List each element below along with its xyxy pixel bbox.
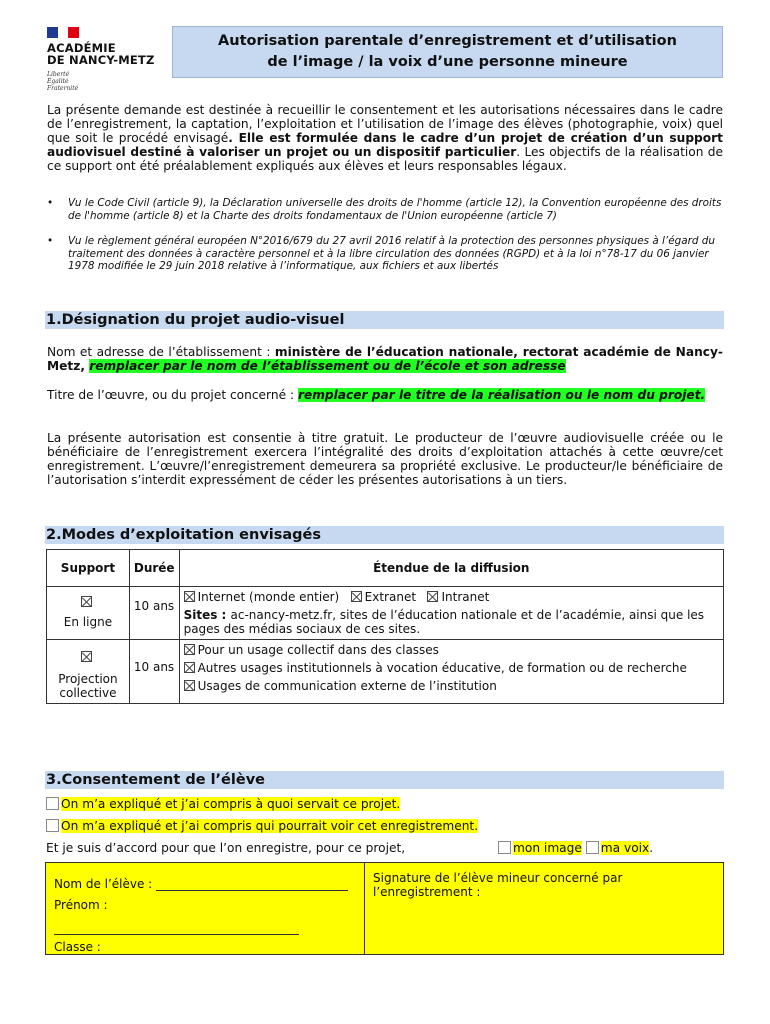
signature-cell[interactable] [365, 862, 724, 955]
bullet-dot-icon: • [47, 235, 54, 247]
option-extranet: Extranet [364, 590, 417, 604]
motto-3: Fraternité [47, 85, 79, 92]
support-cell-projection [47, 640, 130, 704]
checkbox-ma-voix[interactable] [586, 841, 599, 854]
bullet-text-2: Vu le règlement général européen N°2016/679 du 27 avril 2016 relatif à la protection des personnes physiques à l’égard du traitement des données à caractère personnel et à la libre circulation des données (RGPD) et à la loi n°78-17 du 06 janvier 1978 modifiée le 29 juin 2018 relative à l’informatique, aux fichiers et aux libertés [68, 235, 715, 272]
table-row [47, 587, 724, 640]
sites-label: Sites : [183, 608, 231, 622]
checked-box-icon[interactable] [184, 680, 195, 691]
etab-label: Nom et adresse de l’établissement : [47, 345, 275, 359]
etab-placeholder[interactable]: remplacer par le nom de l’établissement ou de l’école et son adresse [89, 359, 566, 373]
etab-value: ministère de l’éducation nationale, rectorat académie de Nancy-Metz, [47, 345, 723, 373]
checked-box-icon[interactable] [184, 644, 195, 655]
motto-1: Liberté [47, 71, 70, 78]
support-label: Projection collective [58, 672, 118, 700]
consent-check-2 [46, 818, 478, 834]
checked-box-icon[interactable] [351, 591, 362, 602]
duree-cell: 10 ans [129, 640, 179, 704]
support-cell-en-ligne [47, 587, 130, 640]
intro-end-text: . Les objectifs de la réalisation de ce support ont été préalablement expliqués aux élèves et leurs responsables légaux. [47, 145, 724, 173]
checked-box-icon[interactable] [184, 662, 195, 673]
checked-box-icon[interactable] [184, 591, 195, 602]
titre-field [47, 388, 723, 402]
bullet-text-1: Vu le Code Civil (article 9), la Déclaration universelle des droits de l'homme (article 12), la Convention européenne des droits de l'homme (article 8) et la Charte des droits fondamentaux de l'Union européenne (article 7) [68, 197, 722, 222]
intro-bold-text: . Elle est formulée dans le cadre d’un projet de création d’un support audiovisuel destiné à valoriser un projet ou un dispositif particulier [47, 131, 723, 159]
accord-line: Et je suis d’accord pour que l’on enregistre, pour ce projet, mon image ma voix. [46, 841, 654, 855]
gratuit-paragraph: La présente autorisation est consentie à titre gratuit. Le producteur de l’œuvre audiovisuelle créée ou le bénéficiaire de l’enregistrement exercera l’intégralité des droits d’exploitation attachés à cette œuvre/cet enregistrement. L’œuvre/l’enregistrement demeurera sa propriété exclusive. Le producteur/le bénéficiaire de l’autorisation s’interdit expressément de céder les présentes autorisations à un tiers. [47, 431, 723, 487]
prenom-label: Prénom : [54, 898, 108, 912]
legal-bullet-1 [47, 197, 723, 222]
bullet-dot-icon: • [47, 197, 54, 209]
signature-block [45, 862, 724, 955]
option-mon-image: mon image [513, 841, 582, 855]
signature-label: Signature de l’élève mineur concerné par l’enregistrement : [373, 871, 623, 899]
col-header-etendue: Étendue de la diffusion [179, 550, 723, 587]
support-label: En ligne [63, 615, 113, 629]
consent-check-1 [46, 796, 400, 812]
titre-placeholder[interactable]: remplacer par le titre de la réalisation ou le nom du projet. [297, 388, 706, 402]
logo-line-1: ACADÉMIE [47, 41, 116, 55]
nom-field[interactable] [156, 878, 348, 891]
sites-value: ac-nancy-metz.fr, sites de l’éducation nationale et de l’académie, ainsi que les pages des médias sociaux de ces sites. [183, 608, 705, 636]
marianne-flag-icon [47, 27, 79, 38]
consent-text-1: On m’a expliqué et j’ai compris à quoi servait ce projet. [61, 797, 401, 811]
exploitation-modes-table [46, 549, 724, 704]
checked-box-icon[interactable] [427, 591, 438, 602]
etablissement-field [47, 345, 723, 373]
title-line-1: Autorisation parentale d’enregistrement et d’utilisation [218, 33, 677, 49]
table-row [47, 640, 724, 704]
intro-paragraph [47, 103, 723, 173]
option-usage-collectif: Pour un usage collectif dans des classes [197, 643, 439, 657]
option-intranet: Intranet [441, 590, 490, 604]
duree-cell: 10 ans [129, 587, 179, 640]
nom-label: Nom de l’élève : [54, 877, 153, 891]
etendue-cell [179, 640, 723, 704]
section-3-heading: 3.Consentement de l’élève [45, 771, 724, 789]
checked-box-icon[interactable] [81, 596, 92, 607]
classe-label: Classe : [54, 940, 101, 954]
student-info-cell [45, 862, 365, 955]
intro-text: La présente demande est destinée à recueillir le consentement et les autorisations nécessaires dans le cadre de l’enregistrement, la captation, l’exploitation et l’utilisation de l’image des élèves (photographie, voix) quel que soit le procédé envisagé [47, 103, 723, 145]
option-usages-institutionnels: Autres usages institutionnels à vocation éducative, de formation ou de recherche [197, 661, 687, 675]
academy-logo [47, 27, 162, 92]
prenom-field[interactable] [54, 922, 299, 935]
checkbox-understood-purpose[interactable] [46, 797, 59, 810]
col-header-support: Support [47, 550, 130, 587]
section-1-heading: 1.Désignation du projet audio-visuel [45, 311, 724, 329]
etendue-cell [179, 587, 723, 640]
consent-text-2: On m’a expliqué et j’ai compris qui pourrait voir cet enregistrement. [61, 819, 479, 833]
col-header-duree: Durée [129, 550, 179, 587]
option-internet: Internet (monde entier) [197, 590, 340, 604]
legal-bullet-2 [47, 235, 723, 273]
checkbox-understood-audience[interactable] [46, 819, 59, 832]
checkbox-mon-image[interactable] [498, 841, 511, 854]
option-ma-voix: ma voix [600, 841, 650, 855]
section-2-heading: 2.Modes d’exploitation envisagés [45, 526, 724, 544]
option-communication-externe: Usages de communication externe de l’institution [197, 679, 497, 693]
title-line-2: de l’image / la voix d’une personne mineure [267, 54, 628, 70]
table-header-row [47, 550, 724, 587]
motto-2: Égalité [47, 78, 69, 85]
accord-text: Et je suis d’accord pour que l’on enregistre, pour ce projet, [46, 841, 406, 855]
logo-line-2: DE NANCY-METZ [47, 53, 155, 67]
titre-label: Titre de l’œuvre, ou du projet concerné : [47, 388, 298, 402]
document-title [172, 26, 723, 78]
checked-box-icon[interactable] [81, 651, 92, 662]
